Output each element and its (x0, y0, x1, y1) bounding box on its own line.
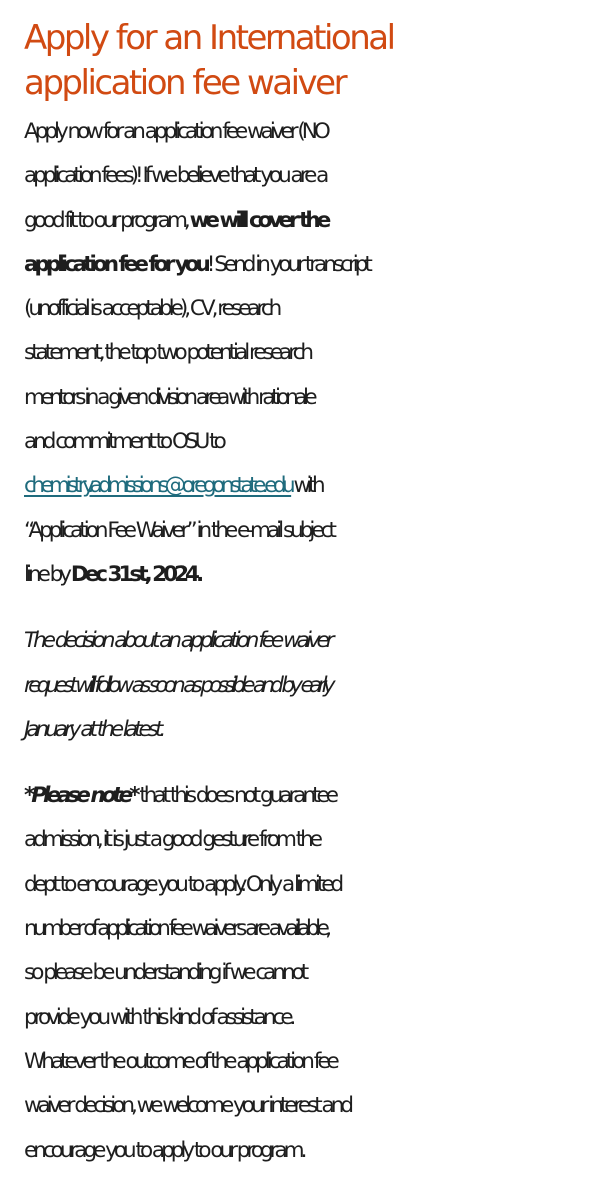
note-line: dept to encourage you to apply. Only a limited (24, 871, 341, 897)
note-line: Whatever the outcome of the application fee (24, 1048, 336, 1074)
intro-line: mentors in a given division area with rationale (24, 384, 314, 410)
note-line: provide you with this kind of assistance. (24, 1004, 293, 1030)
intro-line: and commitment to OSU to (24, 429, 223, 455)
page-title-line-1: Apply for an International (24, 18, 394, 58)
note-line: encourage you to apply to our program. (24, 1137, 304, 1163)
intro-line (24, 243, 613, 287)
intro-line (24, 553, 613, 597)
decision-line: request will follow as soon as possible and by early (24, 672, 331, 698)
decision-line: The decision about an application fee waiver (24, 628, 331, 654)
intro-line: Apply now for an application fee waiver (NO (24, 119, 327, 144)
intro-line: statement, the top two potential research (24, 340, 311, 366)
deadline-date: Dec 31st, 2024. (70, 561, 201, 587)
note-line: number of application fee waivers are available, (24, 916, 328, 942)
note-paragraph (24, 774, 613, 1173)
page-title (24, 16, 613, 106)
please-note-emphasis: *Please note* (24, 783, 137, 809)
page-title-line-2: application fee waiver (24, 63, 346, 103)
decision-line: January at the latest. (24, 716, 163, 742)
intro-text: good fit to our program, (24, 207, 190, 233)
intro-line (24, 199, 613, 243)
intro-paragraph (24, 110, 613, 597)
intro-line: application fees)! If we believe that you are a (24, 163, 326, 189)
intro-line: (unofficial is acceptable), CV, research (24, 296, 279, 322)
cover-fee-emphasis: we will cover the (189, 207, 328, 233)
intro-text: line by (24, 561, 71, 587)
cover-fee-emphasis-continued: application fee for you (24, 251, 207, 277)
decision-paragraph (24, 619, 613, 752)
note-line: waiver decision, we welcome your interest and (24, 1093, 351, 1119)
intro-text: ! Send in your transcript (206, 251, 369, 277)
note-line (24, 774, 613, 818)
email-link[interactable]: chemistry.admissions@oregonstate.edu (24, 473, 292, 499)
intro-line (24, 464, 613, 508)
intro-text: with (291, 473, 322, 499)
note-line: so please be understanding if we cannot (24, 960, 306, 986)
intro-line: “Application Fee Waiver” in the e-mail subject (24, 517, 333, 543)
note-line: admission, it is just a good gesture from the (24, 827, 320, 853)
note-text: that this does not guarantee (136, 783, 335, 809)
